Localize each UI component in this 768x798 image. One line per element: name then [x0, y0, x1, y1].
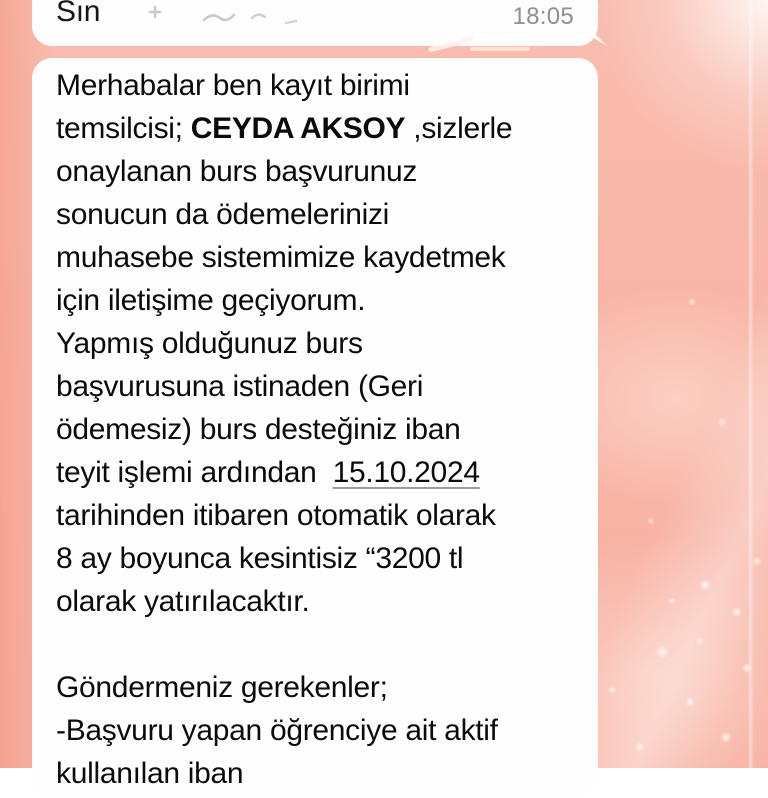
message-line [56, 666, 574, 709]
wallpaper-vein-mark [470, 47, 530, 51]
message-segment: teyit işlemi ardından [56, 456, 333, 489]
message-line [56, 451, 574, 494]
message-segment: başvurusuna istinaden (Geri [56, 370, 424, 403]
message-segment: kullanılan iban [56, 757, 244, 790]
message-segment: ödemesiz) burs desteğiniz iban [56, 413, 461, 446]
message-line [56, 752, 574, 795]
message-segment: Yapmış olduğunuz burs [56, 327, 363, 360]
message-segment: sonucun da ödemelerinizi [56, 198, 390, 231]
message-segment: Merhabalar ben kayıt birimi [56, 69, 410, 102]
message-segment: tarihinden itibaren otomatik olarak [56, 499, 496, 532]
message-text [56, 64, 574, 795]
message-segment: olarak yatırılacaktır. [56, 585, 310, 618]
timestamp: 18:05 [512, 3, 574, 30]
message-line [56, 537, 574, 580]
message-segment: onaylanan burs başvurunuz [56, 155, 418, 188]
date-link[interactable]: 15.10.2024 [332, 456, 480, 489]
message-line [56, 408, 574, 451]
message-bubble-main[interactable] [32, 58, 598, 798]
message-segment: temsilcisi; [56, 112, 191, 145]
message-line [56, 236, 574, 279]
message-line [56, 365, 574, 408]
message-segment: 8 ay boyunca kesintisiz “3200 tl [56, 542, 464, 575]
message-line [56, 193, 574, 236]
partial-sender-text: Sın [56, 0, 101, 28]
message-line [56, 107, 574, 150]
message-segment: ,sizlerle [405, 112, 513, 145]
message-segment: muhasebe sistemimize kaydetmek [56, 241, 506, 274]
message-bubble-top[interactable] [32, 0, 598, 46]
message-segment: -Başvuru yapan öğrenciye ait aktif [56, 714, 498, 747]
message-line [56, 494, 574, 537]
bubble-tail [585, 24, 607, 46]
message-line [56, 322, 574, 365]
message-line [56, 709, 574, 752]
redaction-scribble-icon [144, 0, 364, 32]
message-segment: Göndermeniz gerekenler; [56, 671, 388, 704]
message-line [56, 623, 574, 666]
message-line [56, 150, 574, 193]
message-segment: için iletişime geçiyorum. [56, 284, 366, 317]
message-line [56, 580, 574, 623]
message-line [56, 64, 574, 107]
message-segment: CEYDA AKSOY [190, 112, 406, 145]
message-line [56, 279, 574, 322]
